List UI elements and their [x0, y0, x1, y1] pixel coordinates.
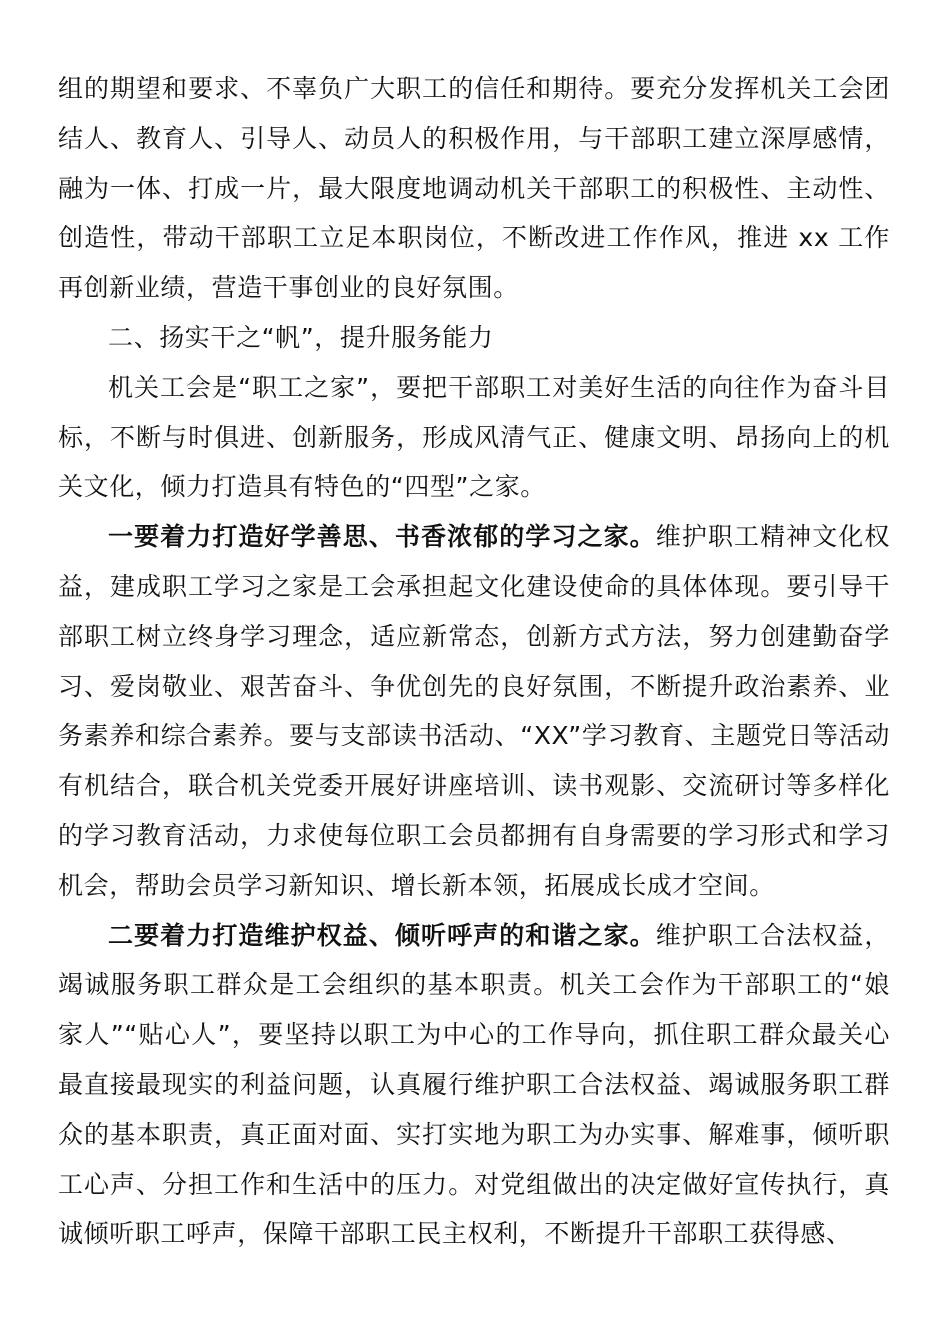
- paragraph-lead: 二要着力打造维护权益、倾听呼声的和谐之家。: [108, 920, 656, 950]
- paragraph-harmony-home: [58, 911, 890, 1260]
- paragraph-intro: [58, 363, 890, 512]
- paragraph-continuation: [58, 64, 890, 313]
- paragraph-lead: 一要着力打造好学善思、书香浓郁的学习之家。: [108, 522, 656, 552]
- paragraph-study-home: [58, 512, 890, 910]
- section-heading: [58, 313, 890, 363]
- section-heading-text: 二、扬实干之“帆”，提升服务能力: [108, 322, 494, 352]
- paragraph-text: 维护职工合法权益，竭诚服务职工群众是工会组织的基本职责。机关工会作为干部职工的“娘家人”“贴心人”，要坚持以职工为中心的工作导向，抓住职工群众最关心最直接最现实的利益问题，认真履行维护职工合法权益、竭诚服务职工群众的基本职责，真正面对面、实打实地为职工为办实事、解难事，倾听职工心声、分担工作和生活中的压力。对党组做出的决定做好宣传执行，真诚倾听职工呼声，保障干部职工民主权利，不断提升干部职工获得感、: [58, 920, 890, 1249]
- paragraph-text: 机关工会是“职工之家”，要把干部职工对美好生活的向往作为奋斗目标，不断与时俱进、创新服务，形成风清气正、健康文明、昂扬向上的机关文化，倾力打造具有特色的“四型”之家。: [58, 372, 890, 502]
- paragraph-text: 组的期望和要求、不辜负广大职工的信任和期待。要充分发挥机关工会团结人、教育人、引导人、动员人的积极作用，与干部职工建立深厚感情，融为一体、打成一片，最大限度地调动机关干部职工的积极性、主动性、创造性，带动干部职工立足本职岗位，不断改进工作作风，推进 xx 工作再创新业绩，营造干事创业的良好氛围。: [58, 74, 890, 303]
- paragraph-text: 维护职工精神文化权益，建成职工学习之家是工会承担起文化建设使命的具体体现。要引导干部职工树立终身学习理念，适应新常态，创新方式方法，努力创建勤奋学习、爱岗敬业、艰苦奋斗、争优创先的良好氛围，不断提升政治素养、业务素养和综合素养。要与支部读书活动、“XX”学习教育、主题党日等活动有机结合，联合机关党委开展好讲座培训、读书观影、交流研讨等多样化的学习教育活动，力求使每位职工会员都拥有自身需要的学习形式和学习机会，帮助会员学习新知识、增长新本领，拓展成长成才空间。: [58, 522, 890, 900]
- document-page: [58, 64, 890, 1259]
